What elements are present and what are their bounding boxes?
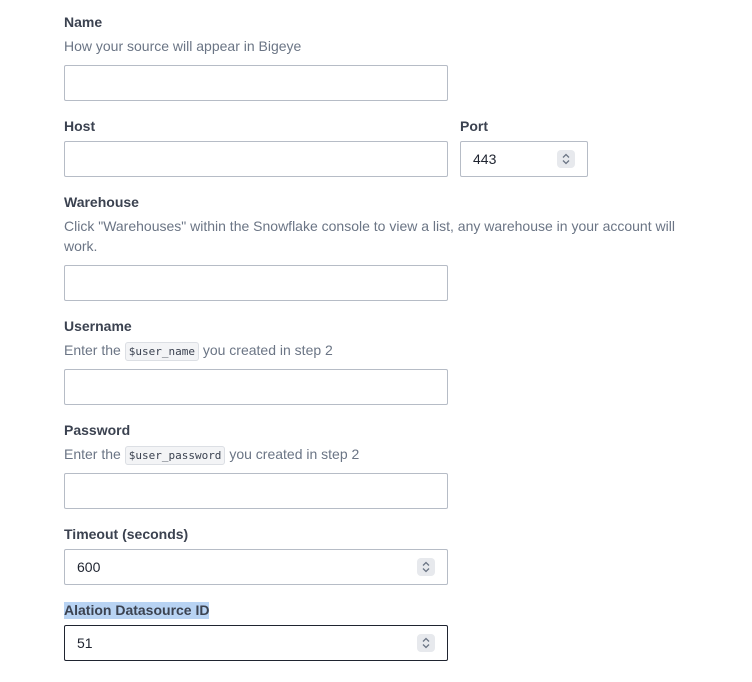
username-help-prefix: Enter the [64,342,121,358]
password-help-suffix: you created in step 2 [229,446,360,462]
port-input[interactable] [460,141,588,177]
warehouse-help: Click "Warehouses" within the Snowflake console to view a list, any warehouse in your account will work. [64,218,675,254]
timeout-input[interactable] [64,549,448,585]
host-field-group [64,118,95,135]
name-label: Name [64,14,103,30]
password-field-group [64,422,359,466]
name-input[interactable] [64,65,448,101]
name-field-group [64,14,704,56]
warehouse-input[interactable] [64,265,448,301]
username-label: Username [64,318,132,334]
alation-field-group [64,602,209,620]
port-stepper-icon[interactable] [557,150,575,168]
alation-label: Alation Datasource ID [64,602,210,618]
username-input[interactable] [64,369,448,405]
password-help [64,444,359,466]
password-label: Password [64,422,131,438]
alation-value: 51 [77,635,93,651]
host-label: Host [64,118,96,134]
alation-input[interactable] [64,625,448,661]
username-help-suffix: you created in step 2 [202,342,333,358]
username-help-code: $user_name [125,342,199,361]
timeout-field-group [64,526,188,543]
password-input[interactable] [64,473,448,509]
port-value: 443 [473,151,497,167]
port-label: Port [460,118,488,134]
name-help: How your source will appear in Bigeye [64,38,302,54]
alation-stepper-icon[interactable] [417,634,435,652]
username-help [64,340,333,362]
password-help-code: $user_password [125,446,226,465]
warehouse-field-group [64,194,704,256]
port-field-group [460,118,488,135]
timeout-value: 600 [77,559,101,575]
host-input[interactable] [64,141,448,177]
warehouse-label: Warehouse [64,194,139,210]
timeout-stepper-icon[interactable] [417,558,435,576]
timeout-label: Timeout (seconds) [64,526,189,542]
username-field-group [64,318,333,362]
password-help-prefix: Enter the [64,446,121,462]
